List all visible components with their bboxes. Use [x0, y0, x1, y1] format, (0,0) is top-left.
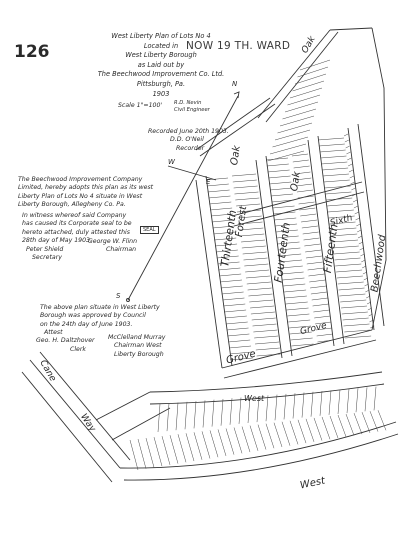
street-edge: [330, 28, 372, 30]
lot-line: [226, 428, 234, 454]
lot-line: [219, 274, 241, 276]
lot-line: [257, 354, 281, 356]
lot-line: [360, 248, 364, 250]
lot-line: [347, 158, 351, 160]
lot-line: [312, 298, 328, 300]
lot-line: [304, 238, 320, 240]
corporate-seal: SEAL: [140, 226, 159, 234]
lot-line: [299, 202, 315, 204]
chairman-signature: [88, 238, 137, 255]
street-edge: [206, 176, 232, 366]
lot-line: [250, 426, 258, 451]
lot-line: [356, 388, 358, 412]
lot-line: [266, 424, 274, 449]
lot-line: [355, 212, 359, 214]
recorder-title: Recorder: [176, 144, 205, 152]
lot-line: [348, 164, 352, 166]
lot-line: [346, 152, 350, 154]
lot-line: [154, 437, 162, 466]
lot-line: [295, 74, 326, 84]
lot-line: [336, 270, 362, 272]
lot-line: [334, 258, 360, 260]
lot-line: [220, 280, 242, 282]
lot-line: [302, 226, 318, 228]
page-number: 126: [14, 42, 50, 62]
lot-line: [248, 294, 272, 296]
lot-line: [244, 258, 268, 260]
lot-line: [275, 130, 310, 140]
council-chairman-borough: Liberty Borough: [114, 350, 164, 358]
lot-line: [218, 429, 226, 455]
lot-line: [300, 214, 316, 216]
lot-line: [287, 314, 309, 316]
clerk-title: Clerk: [70, 345, 86, 353]
lot-line: [242, 246, 266, 248]
lot-line: [290, 88, 322, 98]
street-label-thirteenth: Thirteenth: [218, 209, 240, 268]
lot-line: [320, 156, 346, 158]
lot-line: [319, 144, 345, 146]
recorder-name: D.D. O'Neil: [170, 136, 204, 144]
lot-line: [284, 290, 306, 292]
lot-line: [287, 308, 309, 310]
lot-line: [309, 280, 325, 282]
lot-line: [314, 316, 330, 318]
lot-line: [186, 433, 194, 461]
recorded-date: Recorded June 20th 1903.: [148, 128, 229, 135]
secretary-title: Secretary: [32, 254, 62, 262]
lot-line: [278, 123, 313, 133]
lot-line: [249, 300, 273, 302]
lot-line: [283, 284, 305, 286]
lot-line: [374, 387, 376, 411]
lot-line: [284, 394, 286, 419]
lot-line: [274, 423, 282, 447]
lot-line: [327, 204, 353, 206]
lot-line: [227, 328, 249, 330]
street-edge: [124, 434, 398, 480]
lot-line: [307, 262, 323, 264]
lot-line: [359, 242, 363, 244]
street-label-oak-top: Oak: [300, 34, 318, 56]
lot-line: [212, 400, 214, 427]
lot-line: [354, 413, 362, 434]
lot-line: [322, 168, 348, 170]
clerk-name: Geo. H. Daltzhover: [36, 337, 95, 345]
compass-south-label: S: [116, 292, 121, 300]
lot-line: [288, 95, 321, 105]
street-label-oak-upper: Oak: [229, 144, 243, 167]
approval-line: Borough was approved by Council: [40, 312, 146, 320]
lot-line: [304, 244, 320, 246]
title-line: West Liberty Plan of Lots No 4: [111, 32, 211, 40]
lot-line: [268, 170, 290, 172]
witness-line: In witness whereof said Company: [22, 212, 127, 219]
lot-line: [350, 176, 354, 178]
compass-west-label: W: [168, 158, 175, 166]
lot-line: [176, 403, 178, 431]
lot-line: [178, 434, 186, 462]
title-line: West Liberty Borough: [125, 51, 197, 60]
lot-line: [337, 276, 363, 278]
lot-line: [269, 182, 291, 184]
lot-line: [270, 144, 306, 154]
lot-line: [234, 186, 258, 188]
lot-lines: [130, 60, 389, 470]
lot-line: [251, 312, 275, 314]
lot-line: [274, 218, 296, 220]
lot-line: [283, 109, 317, 119]
lot-line: [362, 412, 370, 433]
title-line: 1903: [152, 89, 170, 98]
lot-line: [347, 389, 349, 413]
lot-line: [353, 200, 357, 202]
lot-line: [230, 398, 232, 425]
lot-line: [317, 334, 333, 336]
lot-line: [320, 150, 346, 152]
lot-line: [313, 310, 329, 312]
street-label-forest: Forest: [234, 205, 250, 238]
lot-line: [222, 298, 244, 300]
lot-line: [229, 346, 251, 348]
plan-boundary: [96, 392, 150, 420]
lot-line: [343, 318, 369, 320]
lot-line: [268, 176, 290, 178]
lot-line: [324, 180, 350, 182]
lot-line: [241, 240, 265, 242]
lot-line: [294, 166, 310, 168]
lot-line: [305, 250, 321, 252]
title-line: as Laid out by: [137, 60, 185, 69]
lot-line: [329, 390, 331, 415]
lot-line: [314, 418, 322, 441]
title-line: Located in: [143, 41, 179, 50]
witness-line: 28th day of May 1903.: [22, 237, 92, 245]
street-edge: [120, 422, 396, 468]
lot-line: [322, 417, 330, 439]
lot-line: [338, 282, 364, 284]
secretary-name: Peter Shield: [26, 246, 64, 253]
lot-line: [298, 67, 329, 77]
lot-line: [285, 296, 307, 298]
lot-line: [252, 318, 276, 320]
lot-line: [258, 425, 266, 450]
lot-line: [223, 304, 245, 306]
lot-line: [250, 306, 274, 308]
lot-line: [285, 102, 318, 112]
lot-line: [209, 202, 231, 204]
lot-line: [162, 436, 170, 465]
lot-line: [356, 218, 360, 220]
lot-line: [310, 286, 326, 288]
lot-line: [239, 398, 241, 424]
street-label-beechwood: Beechwood: [369, 234, 389, 293]
lot-line: [266, 395, 268, 421]
lot-line: [130, 440, 138, 470]
lot-line: [330, 416, 338, 438]
approval-chairman: [108, 334, 165, 359]
lot-line: [256, 348, 280, 350]
ward-stamp: NOW 19 TH. WARD: [186, 40, 291, 52]
lot-line: [222, 292, 244, 294]
council-approval: [40, 304, 160, 329]
lot-line: [228, 340, 250, 342]
adoption-statement: [18, 176, 153, 210]
lot-line: [360, 254, 364, 256]
lot-line: [321, 162, 347, 164]
lot-line: [234, 192, 258, 194]
approval-line: on the 24th day of June 1903.: [40, 320, 133, 328]
lot-line: [246, 276, 270, 278]
lot-line: [170, 435, 178, 463]
lot-line: [282, 422, 290, 446]
lot-line: [328, 210, 354, 212]
street-edge: [40, 352, 130, 460]
lot-line: [234, 428, 242, 454]
street-label-oak-lower: Oak: [289, 170, 303, 193]
lot-line: [343, 324, 369, 326]
lot-line: [242, 427, 250, 453]
title-line: Pittsburgh, Pa.: [136, 79, 186, 88]
lot-line: [290, 421, 298, 445]
lot-line: [275, 395, 277, 421]
lot-line: [325, 192, 351, 194]
lot-line: [282, 278, 304, 280]
lot-line: [194, 432, 202, 459]
lot-line: [301, 220, 317, 222]
street-label-west: West: [299, 475, 327, 492]
plan-boundary: [22, 372, 112, 482]
lot-line: [235, 198, 259, 200]
attest-label: Attest: [44, 329, 63, 336]
lot-line: [306, 256, 322, 258]
lot-line: [255, 342, 279, 344]
street-edge: [150, 384, 384, 404]
lot-line: [194, 401, 196, 428]
lot-line: [210, 430, 218, 457]
lot-line: [357, 230, 361, 232]
lot-line: [320, 391, 322, 416]
lot-line: [358, 236, 362, 238]
lot-line: [225, 316, 247, 318]
street-edge: [358, 124, 384, 326]
approval-line: The above plan situate in West Liberty: [40, 304, 160, 311]
lot-line: [244, 264, 268, 266]
street-label-grove-east: Grove: [299, 320, 328, 338]
lot-line: [346, 414, 354, 435]
lot-line: [361, 260, 365, 262]
street-edge: [30, 360, 120, 468]
lot-line: [344, 134, 348, 136]
approval-attest: [36, 329, 95, 354]
lot-line: [349, 170, 353, 172]
lot-line: [318, 138, 344, 140]
lot-line: [158, 404, 160, 432]
lot-line: [208, 196, 230, 198]
scale-label: Scale 1"=100': [118, 102, 163, 109]
title-line: The Beechwood Improvement Co. Ltd.: [97, 70, 225, 79]
witness-line: hereto attached, duly attested this: [22, 228, 130, 236]
lot-line: [345, 140, 349, 142]
lot-line: [325, 186, 351, 188]
lot-line: [339, 288, 365, 290]
lot-line: [311, 392, 313, 417]
lot-line: [248, 288, 272, 290]
lot-line: [342, 312, 368, 314]
lot-line: [253, 324, 277, 326]
street-label-cane: Cane: [37, 358, 58, 384]
adoption-line: Limited, hereby adopts this plan as its west: [18, 184, 154, 192]
lot-line: [292, 154, 308, 156]
lot-line: [335, 264, 361, 266]
lot-line: [339, 294, 365, 296]
lot-line: [334, 252, 360, 254]
lot-line: [267, 164, 289, 166]
lot-line: [280, 116, 314, 126]
lot-line: [271, 194, 293, 196]
street-edge: [348, 128, 374, 330]
lot-line: [346, 146, 350, 148]
lot-line: [311, 292, 327, 294]
lot-line: [288, 320, 310, 322]
lot-line: [291, 338, 313, 340]
adoption-line: Liberty Plan of Lots No 4 situate in West: [18, 192, 143, 200]
lot-line: [185, 402, 187, 429]
lot-line: [254, 336, 278, 338]
street-label-way: Way: [78, 412, 98, 434]
lot-line: [167, 403, 169, 431]
lot-line: [232, 174, 256, 176]
street-label-sixth: Sixth: [329, 213, 354, 229]
lot-line: [308, 274, 324, 276]
chairman-title: Chairman: [106, 246, 137, 254]
street-edge: [196, 180, 222, 368]
lot-line: [365, 387, 367, 411]
lot-line: [341, 306, 367, 308]
street-label-fourteenth: Fourteenth: [271, 221, 293, 284]
lot-line: [293, 160, 309, 162]
witness-line: has caused its Corporate seal to be: [22, 220, 132, 228]
lot-line: [218, 268, 240, 270]
lot-line: [202, 431, 210, 458]
street-label-grove: Grove: [225, 348, 257, 367]
lot-line: [138, 439, 146, 469]
adoption-line: Liberty Borough, Allegheny Co. Pa.: [18, 201, 126, 209]
lot-line: [221, 286, 243, 288]
lot-line: [146, 438, 154, 467]
lot-line: [303, 232, 319, 234]
lot-line: [226, 322, 248, 324]
lot-line: [323, 174, 349, 176]
council-chairman-title: Chairman West: [114, 342, 162, 350]
plan-boundary: [112, 408, 170, 440]
adoption-line: The Beechwood Improvement Company: [18, 176, 143, 183]
lot-line: [345, 336, 371, 338]
street-label-west-upper: West: [244, 394, 265, 403]
lot-line: [224, 310, 246, 312]
secretary-signature: [26, 246, 63, 263]
lot-line: [203, 400, 205, 427]
lot-line: [338, 415, 346, 437]
lot-line: [338, 390, 340, 414]
lot-line: [351, 188, 355, 190]
lot-line: [208, 190, 230, 192]
street-label-fifteenth: Fifteenth: [320, 223, 341, 274]
lot-line: [245, 270, 269, 272]
lot-line: [354, 206, 358, 208]
lot-line: [356, 224, 360, 226]
lot-line: [273, 206, 295, 208]
chairman-name: George W. Flinn: [88, 238, 138, 245]
lot-line: [273, 137, 309, 147]
engineer-name: R.D. Nevin: [174, 100, 202, 106]
lot-line: [233, 180, 257, 182]
lot-line: [227, 334, 249, 336]
lot-line: [243, 252, 267, 254]
compass-east-label: E: [206, 178, 211, 186]
council-chairman-name: McClelland Murray: [108, 334, 166, 341]
engineer-note: [174, 100, 210, 114]
compass-north-label: N: [232, 80, 238, 88]
recorded-note: [148, 128, 229, 153]
lot-line: [286, 302, 308, 304]
lot-line: [293, 393, 295, 418]
lot-line: [247, 282, 271, 284]
engineer-title: Civil Engineer: [174, 107, 210, 113]
lot-line: [306, 419, 314, 442]
lot-line: [302, 392, 304, 417]
lot-line: [221, 399, 223, 426]
lot-line: [268, 151, 305, 161]
lot-line: [273, 212, 295, 214]
lot-line: [298, 420, 306, 443]
lot-line: [253, 330, 277, 332]
lot-line: [313, 304, 329, 306]
lot-line: [340, 300, 366, 302]
